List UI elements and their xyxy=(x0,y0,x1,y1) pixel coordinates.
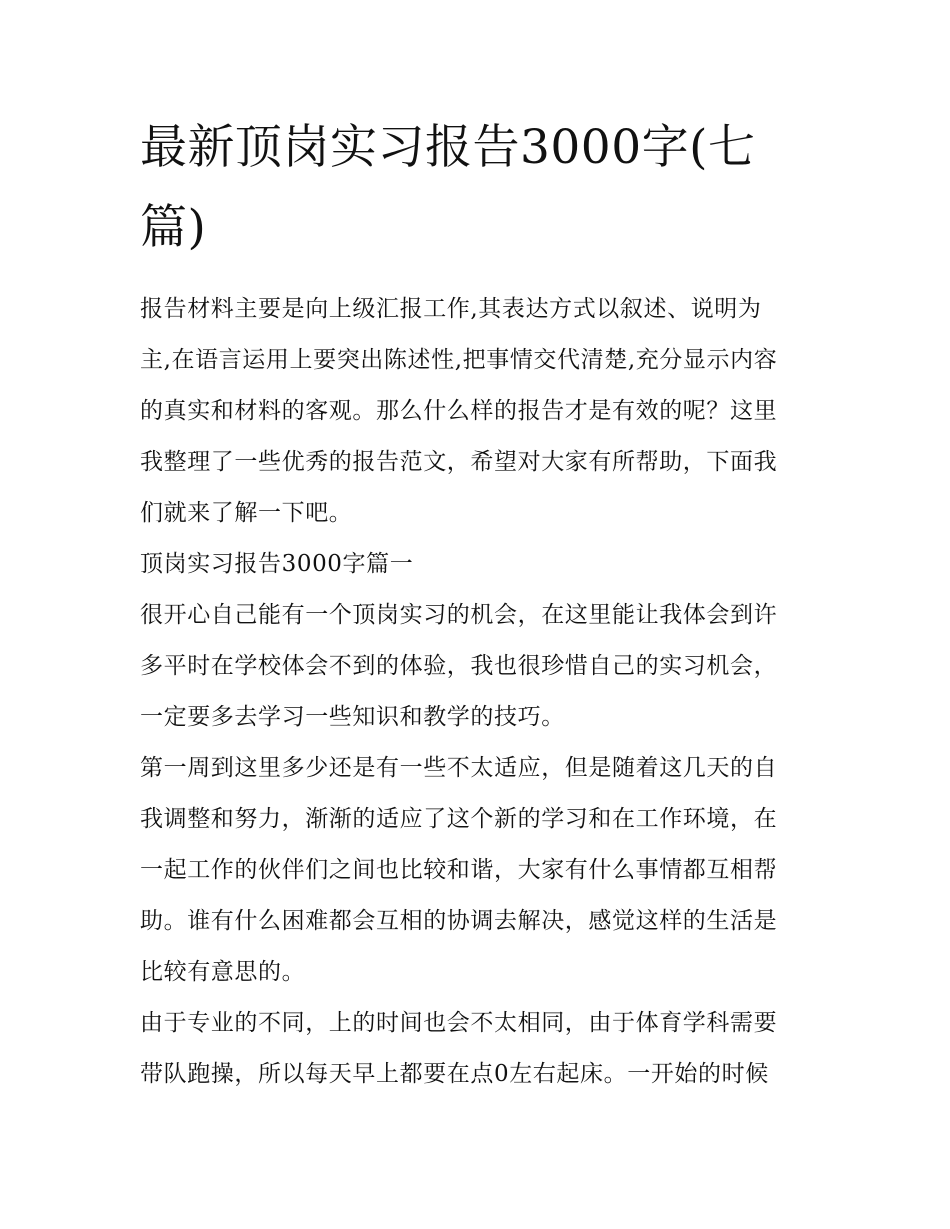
title-line: 篇) xyxy=(140,200,207,255)
text-line: 比较有意思的。 xyxy=(140,959,306,985)
text-line: 很开心自己能有一个顶岗实习的机会，在这里能让我体会到许 xyxy=(140,602,778,628)
body-paragraph xyxy=(140,998,812,1100)
text-line: 的真实和材料的客观。那么什么样的报告才是有效的呢？这里 xyxy=(140,398,778,424)
body-paragraph xyxy=(140,743,812,998)
intro-paragraph xyxy=(140,284,812,539)
text-line: 报告材料主要是向上级汇报工作,其表达方式以叙述、说明为 xyxy=(140,296,762,322)
text-line: 助。谁有什么困难都会互相的协调去解决，感觉这样的生活是 xyxy=(140,908,778,934)
document-title xyxy=(140,108,812,268)
text-line: 由于专业的不同，上的时间也会不太相同，由于体育学科需要 xyxy=(140,1010,778,1036)
section-heading xyxy=(140,539,812,590)
body-paragraph xyxy=(140,590,812,743)
text-line: 带队跑操，所以每天早上都要在点0左右起床。一开始的时候 xyxy=(140,1061,769,1087)
text-line: 顶岗实习报告3000字篇一 xyxy=(140,551,414,577)
document-body xyxy=(140,284,812,1100)
text-line: 第一周到这里多少还是有一些不太适应，但是随着这几天的自 xyxy=(140,755,778,781)
text-line: 主,在语言运用上要突出陈述性,把事情交代清楚,充分显示内容 xyxy=(140,347,778,373)
text-line: 们就来了解一下吧。 xyxy=(140,500,353,526)
text-line: 一定要多去学习一些知识和教学的技巧。 xyxy=(140,704,565,730)
document-page xyxy=(140,108,812,1100)
text-line: 我整理了一些优秀的报告范文，希望对大家有所帮助，下面我 xyxy=(140,449,778,475)
title-line: 最新顶岗实习报告3000字(七 xyxy=(140,120,756,175)
text-line: 我调整和努力，渐渐的适应了这个新的学习和在工作环境，在 xyxy=(140,806,778,832)
text-line: 多平时在学校体会不到的体验，我也很珍惜自己的实习机会， xyxy=(140,653,778,679)
text-line: 一起工作的伙伴们之间也比较和谐，大家有什么事情都互相帮 xyxy=(140,857,778,883)
